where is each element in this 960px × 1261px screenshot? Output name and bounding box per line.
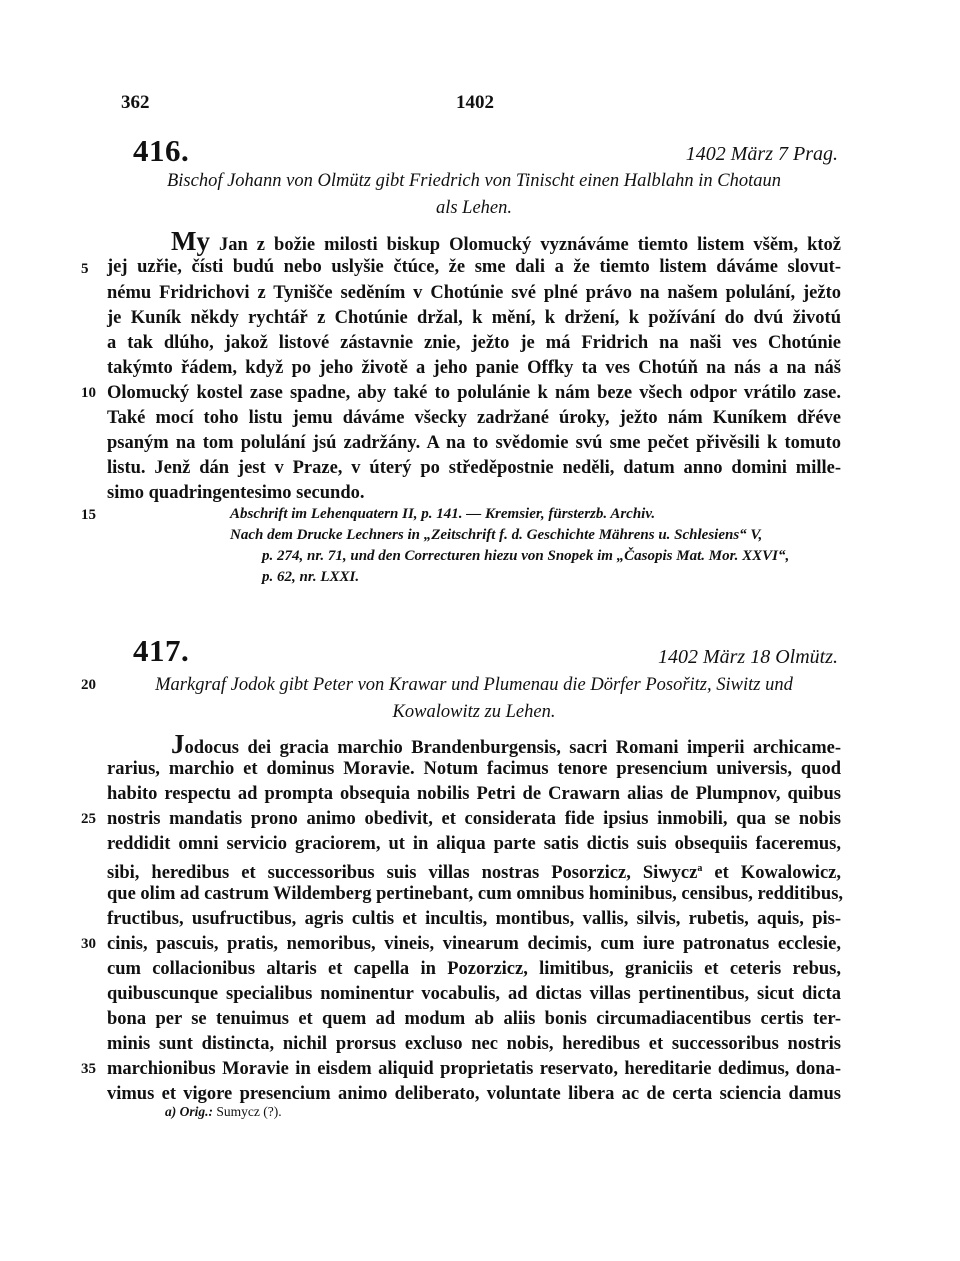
text-line: sibi, heredibus et successoribus suis villas nostras Posorzicz, Siwycz$^a$ et Kowalowicz,	[107, 863, 841, 884]
text-line: bona per se tenuimus et quem ad modum ab aliis bonis circumadiacentibus certis ter-	[107, 1009, 841, 1029]
text-line: Olomucký kostel zase spadne, aby také to polulánie k nám beze všech odpor vrátilo zase.	[107, 383, 841, 403]
source-note: p. 62, nr. LXXI.	[262, 569, 360, 585]
initial: My	[171, 226, 210, 256]
text-line: cinis, pascuis, pratis, nemoribus, vineis, vinearum decimis, cum iure patronatus ecclesie,	[107, 934, 841, 954]
text-line: a tak dlúho, jakož listové zástavnie znie, ježto je má Fridrich na naši ves Chotúnie	[107, 333, 841, 353]
text-line: quibuscunque specialibus nominentur vocabulis, ad dictas villas pertinentibus, sicut dicta	[107, 984, 841, 1004]
source-note: Nach dem Drucke Lechners in „Zeitschrift f. d. Geschichte Mährens u. Schlesiens“ V,	[230, 527, 763, 543]
document-regest	[105, 672, 843, 726]
footnote: a) Orig.: Sumycz (?).	[165, 1104, 282, 1119]
text-line: fructibus, usufructibus, agris cultis et incultis, montibus, vallis, silvis, rubetis, aquis, pis-	[107, 909, 841, 929]
text-line: listu. Jenž dán jest v Praze, v úterý po středěpostnie neděli, datum anno domini mille-	[107, 458, 841, 478]
text-line: My Jan z božie milosti biskup Olomucký vyznáváme tiemto listem všěm, ktož	[171, 226, 841, 256]
text-line: nostris mandatis prono animo obedivit, et considerata fide ipsius inmobili, qua se nobis	[107, 809, 841, 829]
text-line: reddidit omni servicio graciorem, ut in aliqua parte satis dictis suis obsequiis faceremus,	[107, 834, 841, 854]
initial: J	[171, 729, 185, 759]
text-line: je Kuník někdy rychtář z Chotúnie držal, k mění, k držení, k požívání do dvú životú	[107, 308, 841, 328]
document-date: 1402 März 18 Olmütz.	[657, 646, 838, 668]
line-number: 30	[81, 936, 96, 952]
text-line: marchionibus Moravie in eisdem aliquid proprietatis reservato, hereditarie dedimus, dona-	[107, 1059, 841, 1079]
text-line: simo quadringentesimo secundo.	[107, 483, 365, 503]
source-note: Abschrift im Lehenquatern II, p. 141. — Kremsier, fürsterzb. Archiv.	[230, 506, 656, 522]
page-number: 362	[121, 92, 150, 113]
text-line: takýmto řádem, když po jeho životě a jeho panie Offky ta ves Chotúň na nás a na náš	[107, 358, 841, 378]
text-line: rarius, marchio et dominus Moravie. Notum facimus tenore presencium universis, quod	[107, 759, 841, 779]
text-line: habito respectu ad prompta obsequia nobilis Petri de Crawarn alias de Plumpnov, quibus	[107, 784, 841, 804]
text-line: que olim ad castrum Wildemberg pertinebant, cum omnibus hominibus, censibus, redditibus,	[107, 884, 844, 904]
footnote-marker: a	[697, 863, 703, 874]
text-line: Také mocí toho listu jemu dáváme všecky zadržané úroky, ježto nám Kuníkem dřéve	[107, 408, 841, 428]
regest-line: Markgraf Jodok gibt Peter von Krawar und Plumenau die Dörfer Posořitz, Siwitz und	[155, 675, 793, 695]
regest-line: Kowalowitz zu Lehen.	[392, 702, 556, 722]
text-line: cum collacionibus altaris et capella in Pozorzicz, limitibus, graniciis et ceteris rebus,	[107, 959, 841, 979]
running-head-year: 1402	[456, 92, 494, 113]
line-number: 15	[81, 507, 96, 523]
text-line: nému Fridrichovi z Tynišče seděním v Chotúnie své plné právo na našem polulání, ježto	[107, 283, 841, 303]
line-number: 10	[81, 385, 96, 401]
regest-line: als Lehen.	[435, 198, 513, 218]
document-number: 416.	[133, 133, 190, 168]
document-date: 1402 März 7 Prag.	[685, 143, 838, 165]
text-line: Jodocus dei gracia marchio Brandenburgensis, sacri Romani imperii archicame-	[171, 729, 841, 759]
line-number: 20	[81, 677, 96, 693]
line-number: 25	[81, 811, 96, 827]
text-line: jej uzřie, čísti budú nebo uslyšie čtúce, že sme dali a že tiemto listem dáváme slovut-	[107, 257, 841, 277]
source-note: p. 274, nr. 71, und den Correcturen hiezu von Snopek im „Časopis Mat. Mor. XXVI“,	[262, 548, 790, 564]
line-number: 35	[81, 1061, 96, 1077]
text-line: vimus et vigore presencium animo deliberato, voluntate libera ac de certa sciencia damus	[107, 1084, 841, 1104]
text-line: psaným na tom polulání jsú zadržány. A na to svědomie svú sme pečet přivěsili k tomuto	[107, 433, 841, 453]
line-number: 5	[81, 261, 89, 277]
text-line: minis sunt distincta, nichil prorsus excluso nec nobis, heredibus et successoribus nostris	[107, 1034, 841, 1054]
document-number: 417.	[133, 633, 190, 668]
document-regest	[105, 168, 843, 222]
regest-line: Bischof Johann von Olmütz gibt Friedrich von Tinischt einen Halblahn in Chotaun	[166, 171, 782, 191]
